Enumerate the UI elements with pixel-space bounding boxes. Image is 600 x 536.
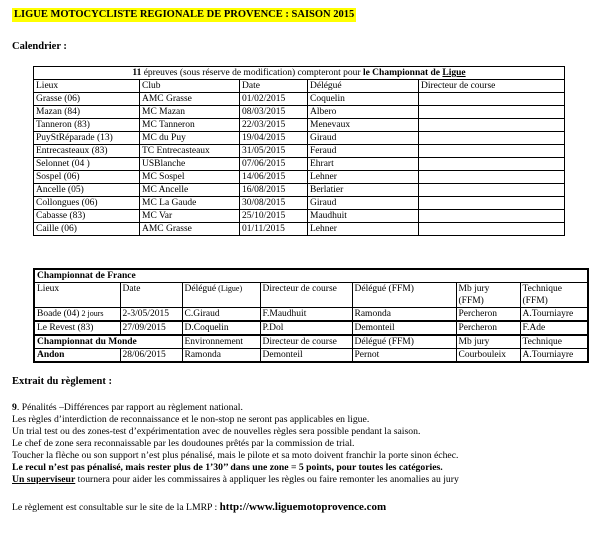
cell: MC La Gaude (140, 197, 240, 210)
cell: Andon (34, 349, 120, 363)
cell: 19/04/2015 (240, 132, 308, 145)
page-title: LIGUE MOTOCYCLISTE REGIONALE DE PROVENCE : SAISON 2015 (14, 9, 355, 20)
france-heading-row (34, 269, 588, 283)
header-cell (456, 283, 520, 308)
monde-header-row (34, 335, 588, 349)
delegue-ligue-label: (Ligue) (216, 284, 243, 293)
cell (419, 197, 565, 210)
rule-line: Un trial test ou des zones-test d’expérimentation avec de nouvelles règles sera possible pendant la saison. (12, 426, 421, 437)
header-cell: Directeur de course (260, 283, 352, 308)
cell: Percheron (456, 321, 520, 335)
footer-text: Le règlement est consultable sur le site de la LMRP : (12, 502, 220, 513)
table-row (34, 223, 565, 236)
cell: A.Tourniayre (520, 308, 588, 322)
cell: F.Maudhuit (260, 308, 352, 322)
rule-line: Le chef de zone sera reconnaissable par les doudounes prêtés par la commission de trial. (12, 438, 355, 449)
rule-line-text: tournera pour aider les commissaires à appliquer les règles ou faire remonter les anomalies au jury (75, 474, 459, 485)
table-row (34, 210, 565, 223)
mb-jury-label: Mb jury (458, 284, 490, 294)
france-header-row (34, 283, 588, 308)
header-cell: Lieux (34, 80, 140, 93)
cell (419, 171, 565, 184)
calendar-caption (34, 67, 565, 80)
header-cell (182, 283, 260, 308)
cell: Courbouleix (456, 349, 520, 363)
cell: Lehner (308, 171, 419, 184)
cell: Coquelin (308, 93, 419, 106)
cell (419, 132, 565, 145)
cell: Tanneron (83) (34, 119, 140, 132)
caption-count: 11 (132, 68, 142, 78)
cell: Ramonda (352, 308, 456, 322)
caption-middle: épreuves (sous réserve de modification) compteront pour (141, 68, 363, 78)
cell (419, 210, 565, 223)
header-cell: Délégué (308, 80, 419, 93)
footer (12, 501, 386, 514)
cell (419, 184, 565, 197)
header-cell: Environnement (182, 335, 260, 349)
rule-number: 9 (12, 402, 17, 413)
calendar-header-row (34, 80, 565, 93)
national-championship-table (33, 268, 589, 363)
technique-ffm-label: (FFM) (522, 296, 548, 306)
calendar-caption-row (34, 67, 565, 80)
rules-text (12, 402, 592, 486)
cell (419, 119, 565, 132)
table-row (34, 93, 565, 106)
cell: Cabasse (83) (34, 210, 140, 223)
cell: Mazan (84) (34, 106, 140, 119)
caption-championship: le Championnat de (362, 68, 443, 78)
cell: 28/06/2015 (120, 349, 182, 363)
table-row (34, 119, 565, 132)
cell: Collongues (06) (34, 197, 140, 210)
cell: 31/05/2015 (240, 145, 308, 158)
header-cell: Technique (520, 335, 588, 349)
table-row (34, 184, 565, 197)
lieux-value: Boade (04) (37, 309, 80, 319)
cell: Ramonda (182, 349, 260, 363)
cell: Feraud (308, 145, 419, 158)
france-heading: Championnat de France (34, 269, 588, 283)
cell: AMC Grasse (140, 93, 240, 106)
cell: Pernot (352, 349, 456, 363)
cell: 30/08/2015 (240, 197, 308, 210)
header-cell: Directeur de course (260, 335, 352, 349)
rule-line (12, 402, 592, 414)
superviseur-label: Un superviseur (12, 474, 76, 485)
cell: 22/03/2015 (240, 119, 308, 132)
website-link[interactable]: http://www.liguemotoprovence.com (219, 501, 387, 513)
cell: Grasse (06) (34, 93, 140, 106)
header-cell: Lieux (34, 283, 120, 308)
header-cell: Mb jury (456, 335, 520, 349)
cell (419, 158, 565, 171)
cell: Lehner (308, 223, 419, 236)
rule-line: Les règles d’interdiction de reconnaissance et le non-stop ne seront pas applicables en ligue. (12, 414, 370, 425)
table-row (34, 308, 588, 322)
cell: PuyStRéparade (13) (34, 132, 140, 145)
rule-line-text: . Pénalités –Différences par rapport au règlement national. (16, 402, 243, 413)
header-cell: Club (140, 80, 240, 93)
table-row (34, 197, 565, 210)
cell: Demonteil (352, 321, 456, 335)
cell: Giraud (308, 197, 419, 210)
cell: 2-3/05/2015 (120, 308, 182, 322)
delegue-label: Délégué (184, 284, 217, 294)
cell: Percheron (456, 308, 520, 322)
rule-line: Le recul n’est pas pénalisé, mais rester plus de 1’30’’ dans une zone = 5 points, pour toutes les catégories. (12, 462, 443, 473)
cell: MC Ancelle (140, 184, 240, 197)
cell: Albero (308, 106, 419, 119)
technique-label: Technique (522, 284, 562, 294)
mb-jury-ffm-label: (FFM) (458, 296, 484, 306)
cell: Sospel (06) (34, 171, 140, 184)
cell: Menevaux (308, 119, 419, 132)
rule-line: Toucher la flèche ou son support n’est plus pénalisé, mais le pilote et sa moto doivent franchir la porte sinon échec. (12, 450, 459, 461)
duration-note: 2 jours (79, 309, 104, 318)
cell: MC Sospel (140, 171, 240, 184)
cell: C.Giraud (182, 308, 260, 322)
cell: P.Dol (260, 321, 352, 335)
cell: 01/02/2015 (240, 93, 308, 106)
cell (419, 223, 565, 236)
table-row (34, 171, 565, 184)
cell: 14/06/2015 (240, 171, 308, 184)
table-row (34, 132, 565, 145)
cell: 16/08/2015 (240, 184, 308, 197)
cell: AMC Grasse (140, 223, 240, 236)
cell: 25/10/2015 (240, 210, 308, 223)
cell (419, 106, 565, 119)
cell: MC Mazan (140, 106, 240, 119)
table-row (34, 349, 588, 363)
cell: Caille (06) (34, 223, 140, 236)
cell: Le Revest (83) (34, 321, 120, 335)
header-cell: Date (240, 80, 308, 93)
cell: 01/11/2015 (240, 223, 308, 236)
cell: 08/03/2015 (240, 106, 308, 119)
cell: 07/06/2015 (240, 158, 308, 171)
cell: Demonteil (260, 349, 352, 363)
cell: Giraud (308, 132, 419, 145)
cell: MC Tanneron (140, 119, 240, 132)
monde-heading: Championnat du Monde (34, 335, 182, 349)
cell: MC du Puy (140, 132, 240, 145)
cell (419, 93, 565, 106)
rule-line (12, 474, 592, 486)
cell: Ehrart (308, 158, 419, 171)
cell: Maudhuit (308, 210, 419, 223)
calendar-label: Calendrier : (12, 41, 67, 52)
cell: MC Var (140, 210, 240, 223)
header-cell: Délégué (FFM) (352, 283, 456, 308)
header-cell (520, 283, 588, 308)
table-row (34, 145, 565, 158)
cell: USBlanche (140, 158, 240, 171)
table-row (34, 321, 588, 335)
cell (419, 145, 565, 158)
ligue-calendar-table (33, 66, 565, 236)
table-row (34, 158, 565, 171)
cell: F.Ade (520, 321, 588, 335)
header-cell: Délégué (FFM) (352, 335, 456, 349)
cell: Entrecasteaux (83) (34, 145, 140, 158)
header-cell: Directeur de course (419, 80, 565, 93)
cell: A.Tourniayre (520, 349, 588, 363)
cell: 27/09/2015 (120, 321, 182, 335)
table-row (34, 106, 565, 119)
extrait-label: Extrait du règlement : (12, 376, 113, 387)
cell (34, 308, 120, 322)
cell: Selonnet (04 ) (34, 158, 140, 171)
cell: TC Entrecasteaux (140, 145, 240, 158)
cell: D.Coquelin (182, 321, 260, 335)
cell: Ancelle (05) (34, 184, 140, 197)
caption-ligue: Ligue (442, 68, 466, 78)
header-cell: Date (120, 283, 182, 308)
cell: Berlatier (308, 184, 419, 197)
